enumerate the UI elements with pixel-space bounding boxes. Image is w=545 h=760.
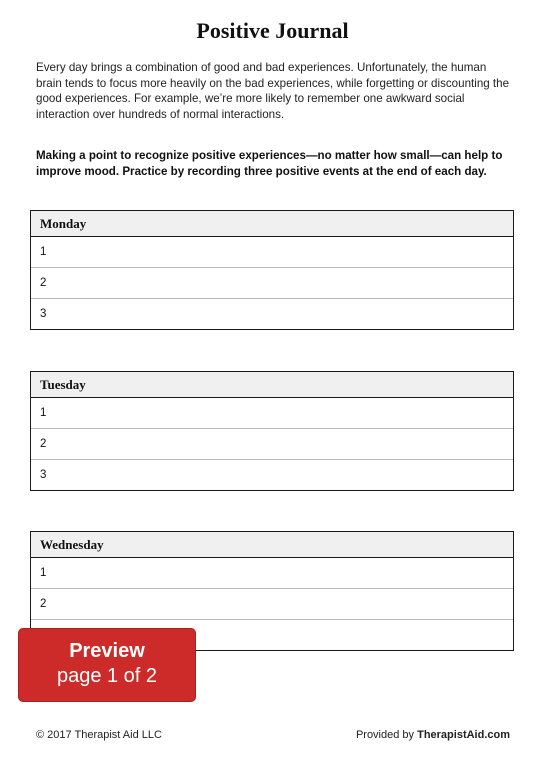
entry-row[interactable]: 1 — [31, 237, 513, 268]
day-table-tuesday — [30, 371, 514, 491]
entry-row[interactable]: 2 — [31, 589, 513, 620]
preview-badge — [19, 629, 195, 701]
entry-row[interactable]: 2 — [31, 429, 513, 460]
instruction-paragraph: Making a point to recognize positive experiences—no matter how small—can help to improve mood. Practice by recording three positive events at the end of each day. — [36, 149, 503, 178]
day-header: Tuesday — [31, 372, 513, 398]
day-header: Monday — [31, 211, 513, 237]
entry-row[interactable]: 1 — [31, 398, 513, 429]
provided-by-label: Provided by — [355, 729, 415, 741]
day-table-monday — [30, 210, 514, 330]
footer-provider — [356, 729, 510, 741]
footer-copyright: © 2017 Therapist Aid LLC — [36, 729, 162, 741]
intro-paragraph: Every day brings a combination of good and bad experiences. Unfortunately, the human brain tends to focus more heavily on the bad experiences, while forgetting or discounting the good experiences. For example, we’re more likely to remember one awkward social interaction over hundreds of normal interactions. — [36, 61, 510, 121]
page-indicator: page 1 of 2 — [56, 665, 158, 687]
entry-row[interactable]: 3 — [40, 308, 47, 320]
site-link[interactable]: TherapistAid.com — [417, 729, 510, 741]
day-header: Wednesday — [31, 532, 513, 558]
entry-row[interactable]: 1 — [31, 558, 513, 589]
entry-row[interactable]: 2 — [31, 268, 513, 299]
preview-label: Preview — [69, 640, 145, 662]
entry-row[interactable]: 3 — [40, 469, 47, 481]
page-title: Positive Journal — [196, 18, 349, 43]
